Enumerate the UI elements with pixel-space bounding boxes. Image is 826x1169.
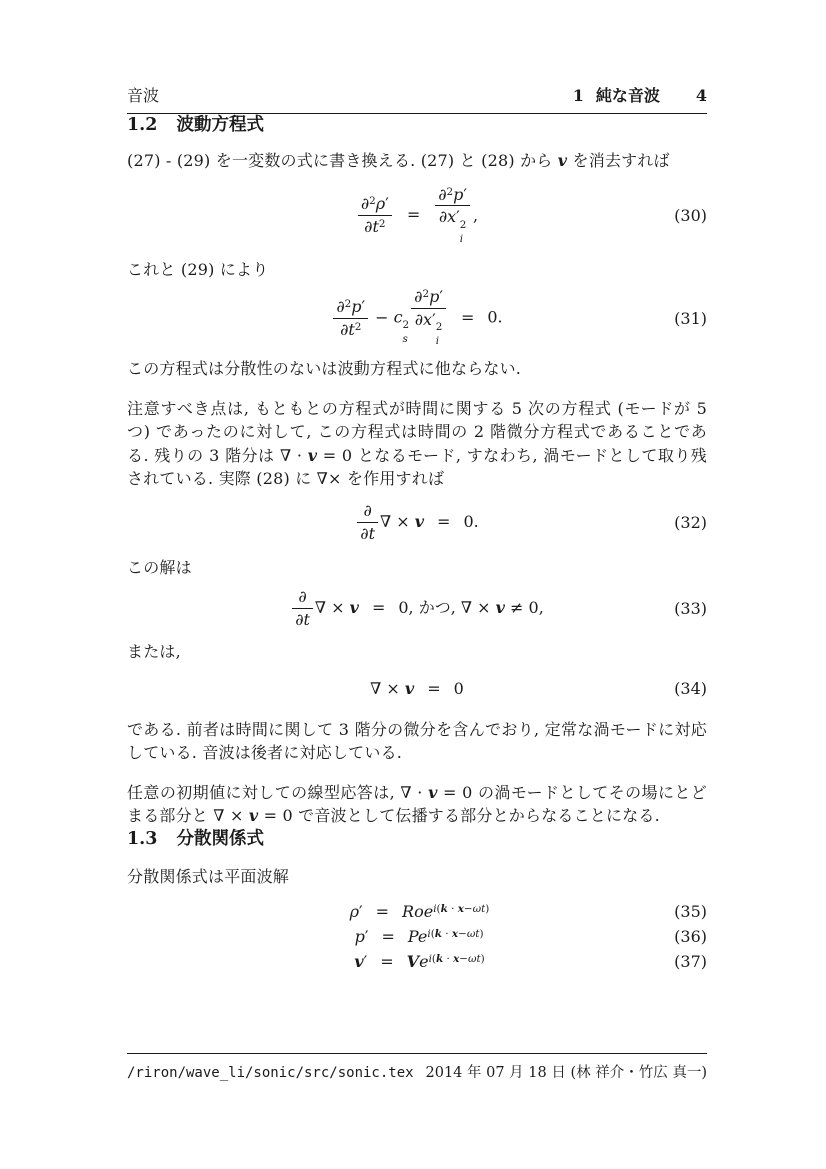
equation-lhs: ρ′ [349, 902, 363, 922]
equation-body [350, 927, 483, 946]
header-section-number: 1 [572, 86, 584, 105]
section-title: 分散関係式 [176, 828, 264, 849]
page-content [127, 0, 707, 971]
equation-body: $\frac{\partial}{\partial t}$ ∇ × v = 0, かつ, ∇ × v ≠ 0, [290, 588, 544, 629]
equation-group-plane-wave [127, 902, 707, 971]
header-section-title: 純な音波 [595, 86, 660, 105]
equation-number: (31) [674, 308, 707, 328]
section-number: 1.3 [127, 828, 158, 849]
equation-body: $\frac{\partial^2\rho'}{\partial t^2}$ = ∂$^2$p′ ∂x′ 2 i , [356, 186, 478, 246]
equation-rhs: $Pe^{i(k \cdot x-\omega t)}$ [407, 927, 484, 947]
equation-lhs: p′ [354, 927, 369, 947]
running-header [127, 86, 707, 106]
equation-33 [127, 585, 707, 631]
equation-number: (34) [674, 679, 707, 699]
equation-32 [127, 500, 707, 546]
equation-number: (32) [674, 513, 707, 533]
equation-rhs: $Ve^{i(k \cdot x-\omega t)}$ [406, 952, 485, 972]
equation-36 [127, 927, 707, 946]
equals-sign: = [375, 902, 390, 922]
paragraph-former-latter: である. 前者は時間に関して 3 階分の微分を含んでおり, 定常な渦モードに対応している. 音波は後者に対応している. [127, 719, 707, 763]
paragraph-dispersion-intro: 分散関係式は平面波解 [127, 866, 290, 886]
equation-body: $\frac{\partial}{\partial t}$ ∇ × v = 0. [355, 502, 478, 543]
equation-rhs: Roe$^{i(k \cdot x-\omega t)}$ [402, 902, 490, 922]
equation-number: (33) [674, 598, 707, 618]
equation-body [349, 952, 484, 971]
equals-sign: = [380, 952, 394, 972]
header-right [573, 86, 707, 106]
equation-number: (30) [674, 206, 707, 226]
equation-31 [127, 288, 707, 348]
paragraph-korето: これと (29) により [127, 259, 269, 279]
header-page-number: 4 [695, 86, 707, 105]
equation-30 [127, 186, 707, 246]
equation-number: (35) [674, 902, 707, 922]
equation-body: ∇ × v = 0 [370, 679, 464, 699]
section-heading-1-2 [127, 114, 707, 136]
equation-number: (37) [674, 952, 707, 972]
equation-number: (36) [674, 927, 707, 947]
footer-file-path: /riron/wave_li/sonic/src/sonic.tex [127, 1065, 414, 1081]
footer-date-credit: 2014 年 07 月 18 日 (林 祥介・竹広 真一) [425, 1065, 707, 1081]
section-title: 波動方程式 [176, 115, 264, 135]
page-footer [127, 1053, 707, 1082]
paragraph-mataha: または, [127, 642, 181, 662]
paragraph-mode-note: 注意すべき点は, もともとの方程式が時間に関する 5 次の方程式 (モードが 5 つ) であったのに対して, この方程式は時間の 2 階微分方程式であることである. 残りの 3 階分は ∇ · v = 0 となるモード, すなわち, 渦モードとして取り残されている. 実際 (28) に ∇× を作用すれば [127, 398, 707, 489]
equation-35 [127, 902, 707, 921]
equation-37 [127, 952, 707, 971]
paragraph-linear-response: 任意の初期値に対しての線型応答は, ∇ · v = 0 の渦モードとしてその場にとどまる部分と ∇ × v = 0 で音波として伝播する部分とからなることになる. [127, 782, 707, 826]
paragraph-kono-kai: この解は [127, 557, 192, 577]
header-doc-title: 音波 [127, 86, 160, 105]
equals-sign: = [381, 927, 395, 947]
section-heading-1-3 [127, 828, 707, 850]
equation-body [345, 902, 490, 921]
equation-34 [127, 676, 707, 702]
paragraph-intro-wave-eq: (27) - (29) を一変数の式に書き換える. (27) と (28) から v を消去すれば [127, 151, 670, 170]
equation-body: $\frac{\partial^2p'}{\partial t^2}$ − c 2 s ∂$^2$p′ ∂x′ 2 i = 0. [331, 288, 502, 348]
footer-row [127, 1054, 707, 1082]
section-number: 1.2 [127, 115, 158, 135]
equation-lhs: v′ [354, 952, 368, 972]
paragraph-wave-eq-remark: この方程式は分散性のないは波動方程式に他ならない. [127, 359, 522, 379]
